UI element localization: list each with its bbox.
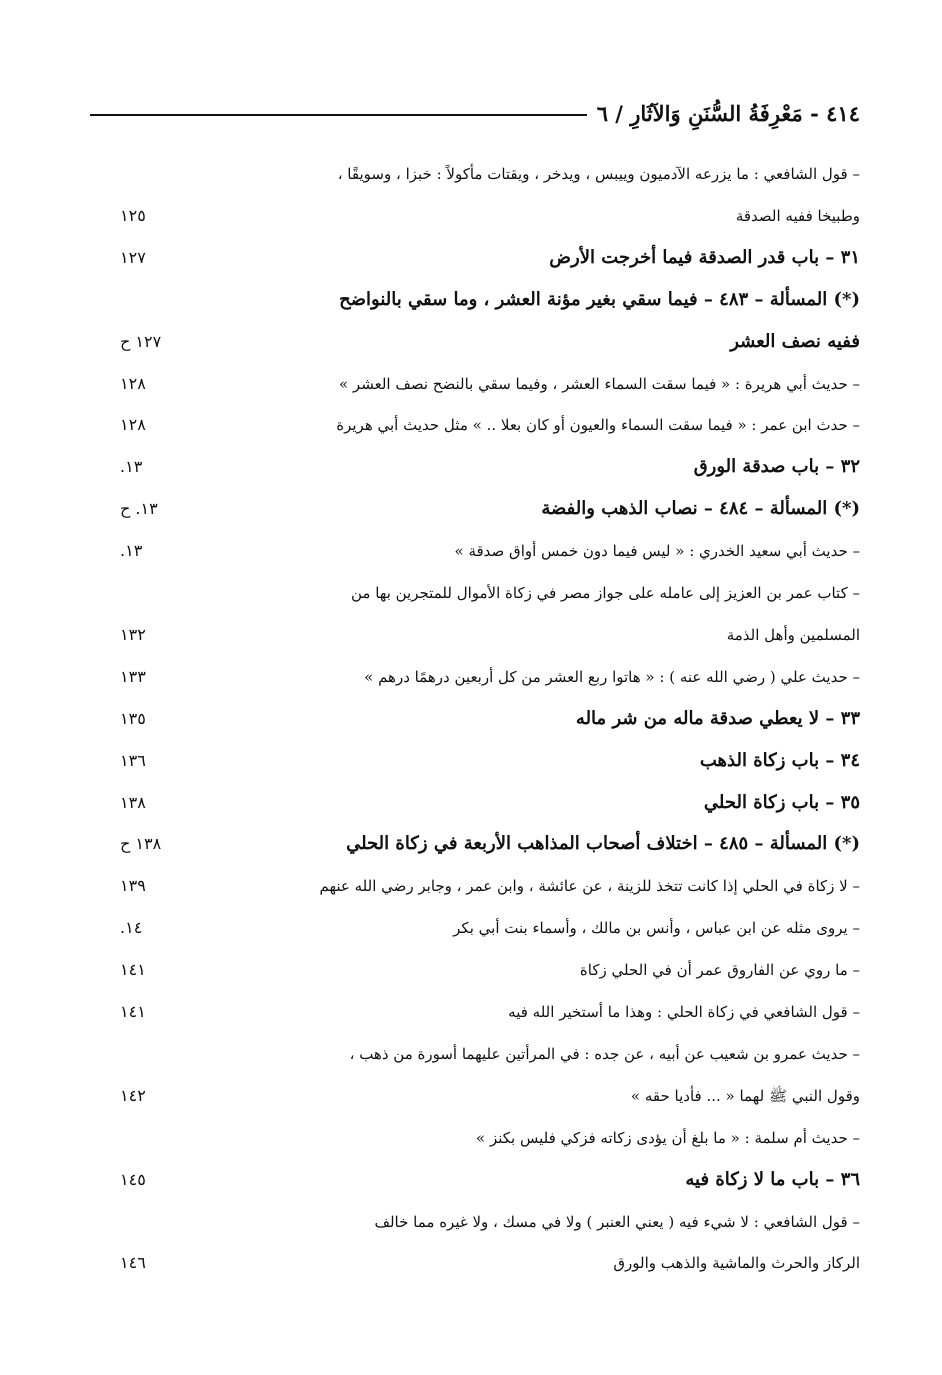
page-number: ١٣. ح bbox=[120, 499, 158, 518]
index-entry bbox=[120, 405, 860, 445]
page-number: ١٣٨ ح bbox=[120, 834, 162, 853]
index-entry bbox=[120, 1202, 860, 1242]
section-heading: ٣٦ – باب ما لا زكاة فيه bbox=[685, 1169, 860, 1190]
index-entry bbox=[120, 992, 860, 1032]
page-number: ١٤. bbox=[120, 918, 143, 937]
section-heading: ٣١ – باب قدر الصدقة فيما أخرجت الأرض bbox=[549, 247, 860, 268]
entry-text: – حديث أبي سعيد الخدري : « ليس فيما دون خمس أواق صدقة » bbox=[454, 542, 860, 560]
index-entry bbox=[120, 615, 860, 655]
page-number: ١٤٦ bbox=[120, 1253, 146, 1272]
section-heading: ففيه نصف العشر bbox=[730, 331, 860, 352]
page-number: ١٣٣ bbox=[120, 667, 146, 686]
page-number: ١٣٨ bbox=[120, 793, 146, 812]
page-number: ١٣٦ bbox=[120, 751, 146, 770]
entry-text: – حديث أم سلمة : « ما بلغ أن يؤدى زكاته فزكي فليس بكنز » bbox=[476, 1129, 860, 1147]
index-entry bbox=[120, 657, 860, 697]
entry-text: – قول الشافعي : ما يزرعه الآدميون وييبس ، ويدخر ، ويقتات مأكولاً : خبزا ، وسويقًا ، bbox=[337, 165, 860, 183]
index-entry bbox=[120, 489, 860, 529]
page-number: ١٣. bbox=[120, 457, 143, 476]
entry-text: – حديث علي ( رضي الله عنه ) : « هاتوا ربع العشر من كل أربعين درهمًا درهم » bbox=[364, 668, 860, 686]
entry-text: – لا زكاة في الحلي إذا كانت تتخذ للزينة ، عن عائشة ، وابن عمر ، وجابر رضي الله عنهم bbox=[319, 877, 860, 895]
page-number: ١٢٧ bbox=[120, 248, 146, 267]
index-entry bbox=[120, 1243, 860, 1283]
index-entry bbox=[120, 741, 860, 781]
page-number: ١٢٧ ح bbox=[120, 332, 162, 351]
page-number: ١٣٥ bbox=[120, 709, 146, 728]
entry-text: – حدث ابن عمر : « فيما سقت السماء والعيون أو كان بعلا .. » مثل حديث أبي هريرة bbox=[336, 416, 860, 434]
index-entry bbox=[120, 950, 860, 990]
index-entry bbox=[120, 447, 860, 487]
index-entry bbox=[120, 866, 860, 906]
section-heading: (*) المسألة – ٤٨٣ – فيما سقي بغير مؤنة العشر ، وما سقي بالنواضح bbox=[339, 289, 860, 310]
index-entry bbox=[120, 908, 860, 948]
entry-text: المسلمين وأهل الذمة bbox=[726, 626, 860, 644]
entry-text: – قول الشافعي : لا شيء فيه ( يعني العنبر ) ولا في مسك ، ولا غيره مما خالف bbox=[374, 1213, 860, 1231]
index-entry bbox=[120, 699, 860, 739]
entry-text: – ما روي عن الفاروق عمر أن في الحلي زكاة bbox=[579, 961, 860, 979]
entry-text: الركاز والحرث والماشية والذهب والورق bbox=[613, 1254, 860, 1272]
index-entry bbox=[120, 1076, 860, 1116]
page-number: ١٤٢ bbox=[120, 1086, 146, 1105]
index-entry bbox=[120, 196, 860, 236]
section-heading: ٣٤ – باب زكاة الذهب bbox=[699, 750, 860, 771]
index-entry bbox=[120, 322, 860, 362]
index-entry bbox=[120, 1160, 860, 1200]
index-entry bbox=[120, 573, 860, 613]
section-heading: (*) المسألة – ٤٨٥ – اختلاف أصحاب المذاهب الأربعة في زكاة الحلي bbox=[346, 833, 860, 854]
index-entry bbox=[120, 364, 860, 404]
page-number: ١٣. bbox=[120, 541, 143, 560]
section-heading: ٣٥ – باب زكاة الحلي bbox=[703, 792, 860, 813]
index-entry bbox=[120, 824, 860, 864]
index-entry bbox=[120, 280, 860, 320]
entry-text: – قول الشافعي في زكاة الحلي : وهذا ما أستخير الله فيه bbox=[508, 1003, 860, 1021]
entry-text: – يروى مثله عن ابن عباس ، وأنس بن مالك ، وأسماء بنت أبي بكر bbox=[453, 919, 860, 937]
index-entry bbox=[120, 783, 860, 823]
entry-text: وقول النبي ﷺ لهما « ... فأديا حقه » bbox=[630, 1087, 860, 1105]
index-entry bbox=[120, 238, 860, 278]
index-entry bbox=[120, 154, 860, 194]
page-number: ١٢٨ bbox=[120, 374, 146, 393]
section-heading: ٣٢ – باب صدقة الورق bbox=[693, 456, 860, 477]
entry-text: – حديث أبي هريرة : « فيما سقت السماء العشر ، وفيما سقي بالنضح نصف العشر » bbox=[338, 375, 860, 393]
page-number: ١٤٥ bbox=[120, 1170, 146, 1189]
page-number: ١٢٨ bbox=[120, 415, 146, 434]
page-number: ١٢٥ bbox=[120, 206, 146, 225]
entry-text: – حديث عمرو بن شعيب عن أبيه ، عن جده : في المرأتين عليهما أسورة من ذهب ، bbox=[349, 1045, 860, 1063]
header-rule bbox=[90, 114, 587, 116]
page-number: ١٤١ bbox=[120, 960, 146, 979]
index-entry bbox=[120, 1118, 860, 1158]
page-number: ١٣٩ bbox=[120, 876, 146, 895]
page-number: ١٤١ bbox=[120, 1002, 146, 1021]
entry-text: – كتاب عمر بن العزيز إلى عامله على جواز مصر في زكاة الأموال للمتجرين بها من bbox=[350, 584, 860, 602]
header-title: ٤١٤ - مَعْرِفَةُ السُّنَنِ وَالآثَارِ / ٦ bbox=[596, 101, 860, 126]
index-entry bbox=[120, 531, 860, 571]
section-heading: (*) المسألة – ٤٨٤ – نصاب الذهب والفضة bbox=[541, 498, 860, 519]
section-heading: ٣٣ – لا يعطي صدقة ماله من شر ماله bbox=[575, 708, 860, 729]
entry-text: وطبيخا ففيه الصدقة bbox=[735, 207, 860, 225]
page-number: ١٣٢ bbox=[120, 625, 146, 644]
running-header bbox=[90, 86, 860, 126]
index-entry bbox=[120, 1034, 860, 1074]
